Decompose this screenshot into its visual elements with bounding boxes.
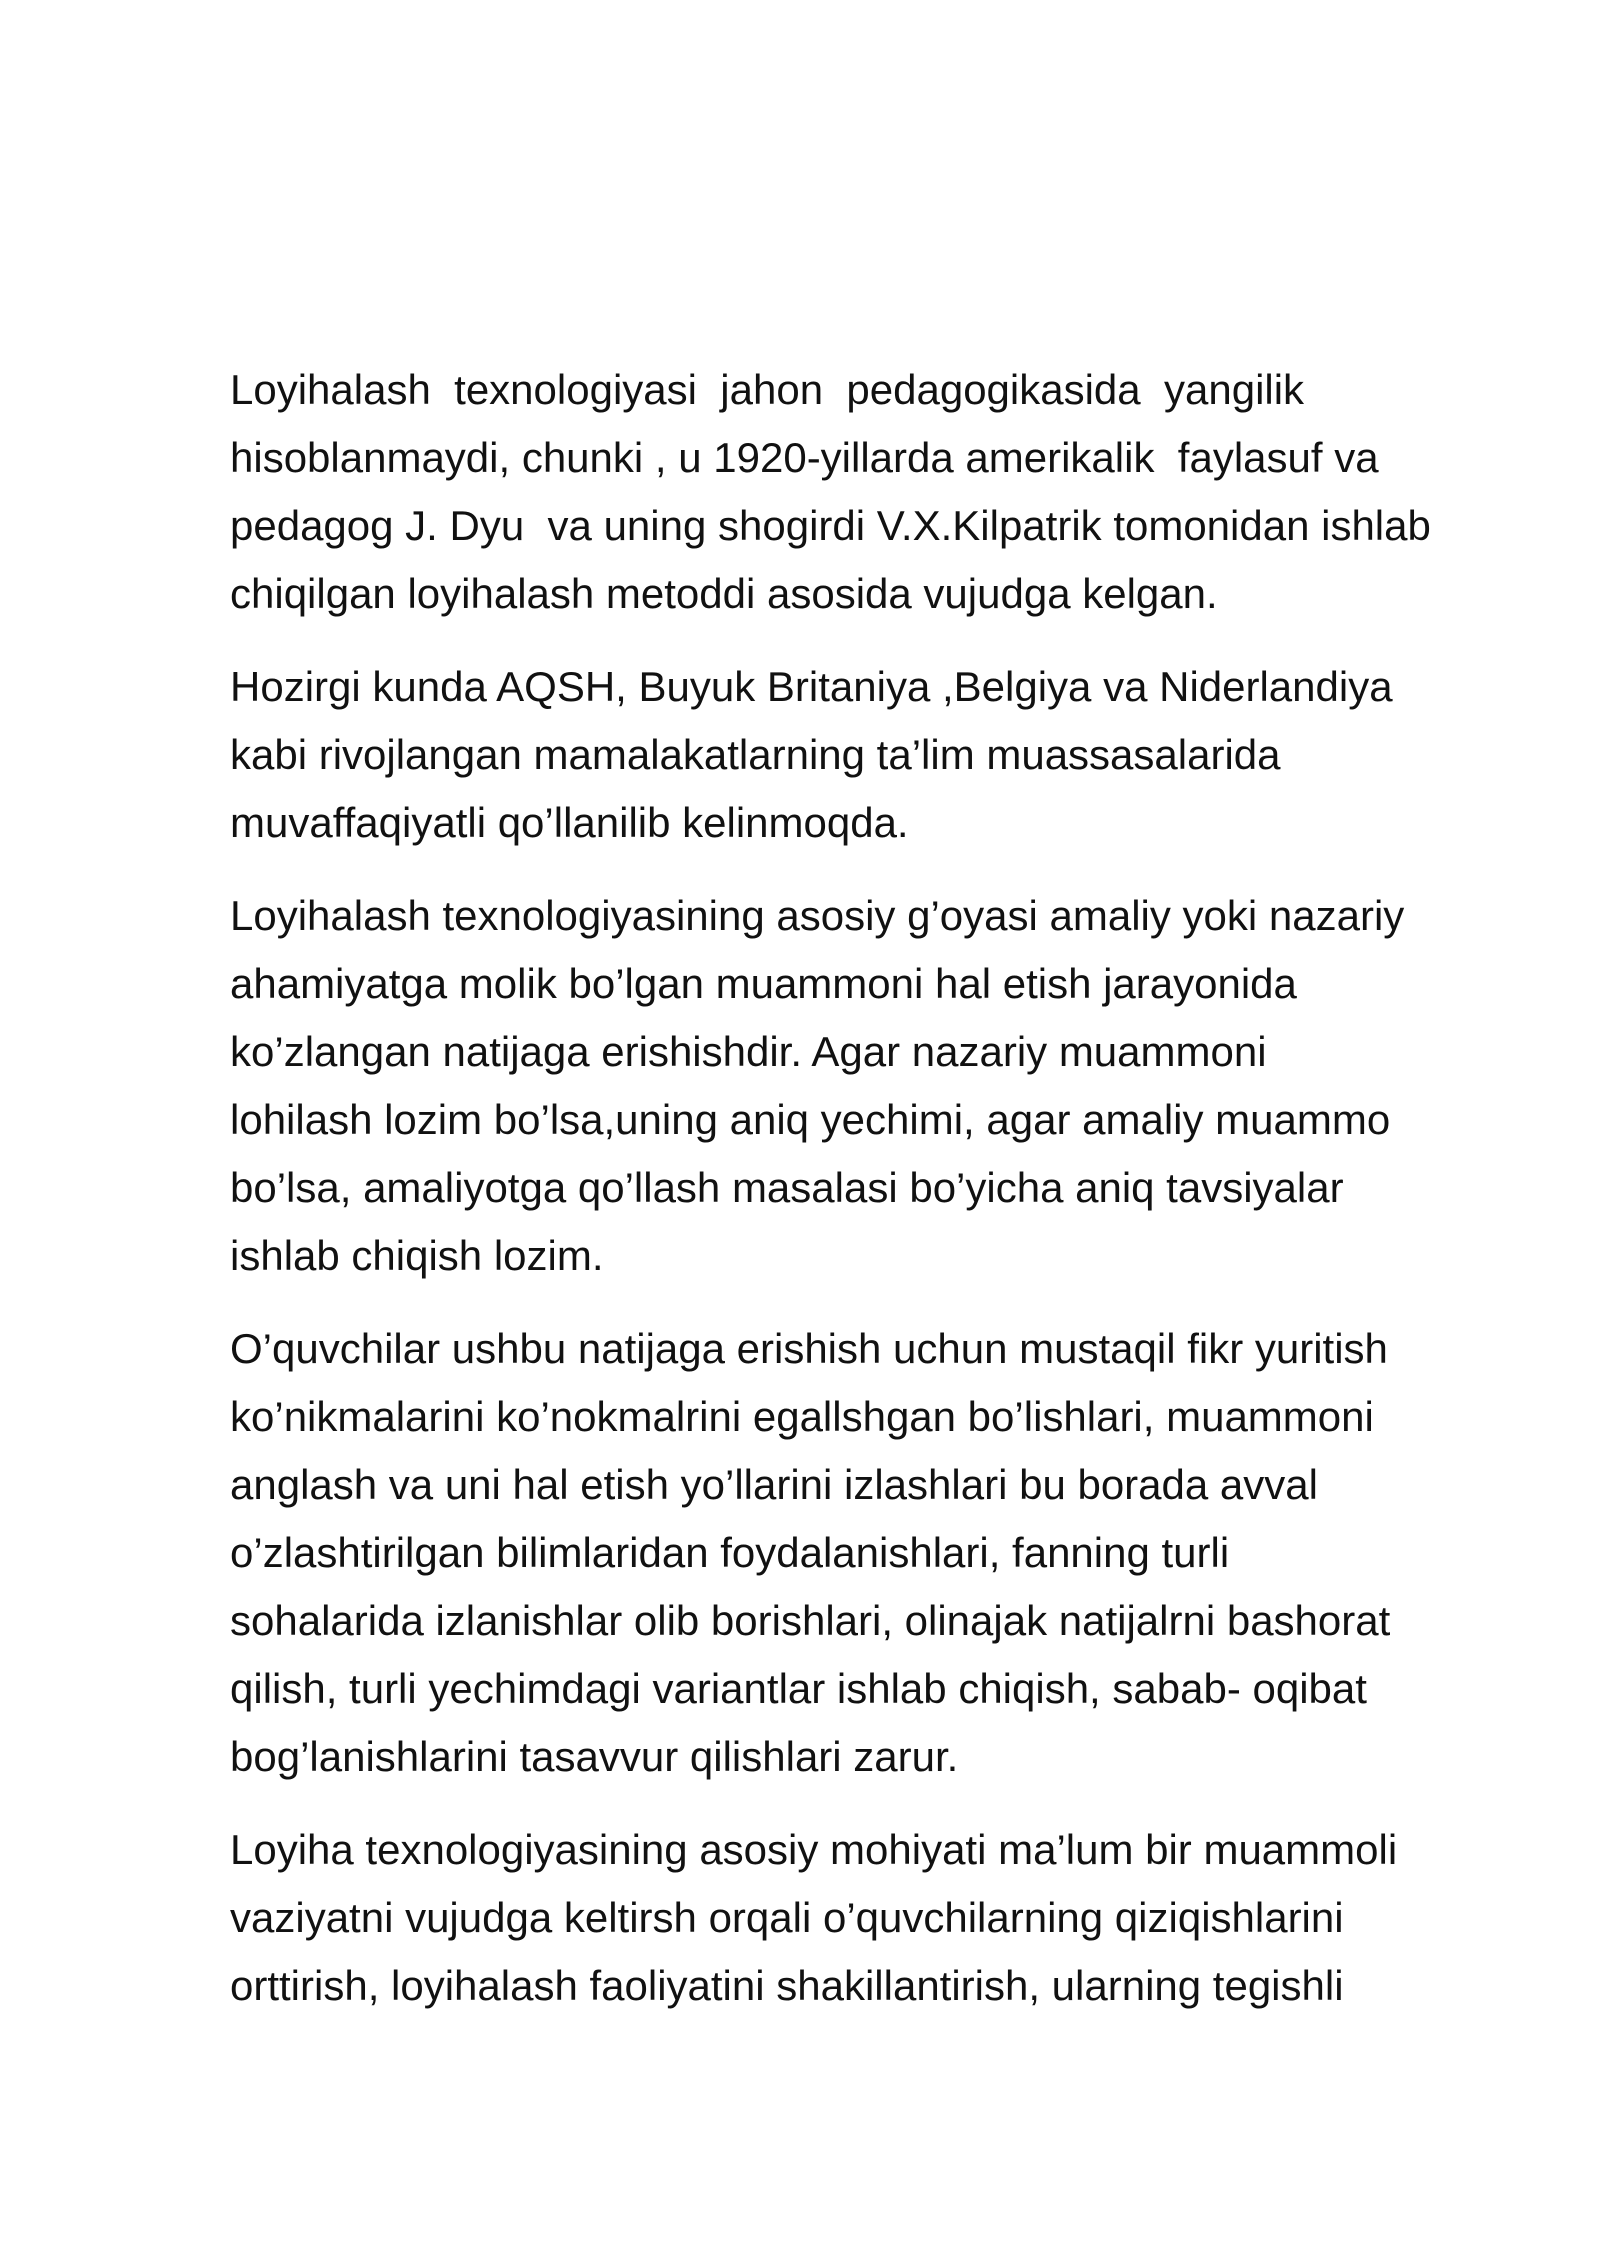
paragraph-5 <box>230 1816 1530 2020</box>
paragraph-line: bo’lsa, amaliyotga qo’llash masalasi bo’yicha aniq tavsiyalar <box>230 1164 1344 1211</box>
paragraph-line: ko’nikmalarini ko’nokmalrini egallshgan bo’lishlari, muammoni <box>230 1393 1374 1440</box>
paragraph-line: sohalarida izlanishlar olib borishlari, olinajak natijalrni bashorat <box>230 1597 1391 1644</box>
paragraph-line: Loyiha texnologiyasining asosiy mohiyati ma’lum bir muammoli <box>230 1826 1398 1873</box>
paragraph-line: Loyihalash texnologiyasi jahon pedagogikasida yangilik <box>230 366 1305 413</box>
paragraph-line: bog’lanishlarini tasavvur qilishlari zarur. <box>230 1733 959 1780</box>
paragraph-line: vaziyatni vujudga keltirsh orqali o’quvchilarning qiziqishlarini <box>230 1894 1344 1941</box>
paragraph-line: hisoblanmaydi, chunki , u 1920-yillarda amerikalik faylasuf va <box>230 434 1379 481</box>
paragraph-line: chiqilgan loyihalash metoddi asosida vujudga kelgan. <box>230 570 1218 617</box>
paragraph-line: o’zlashtirilgan bilimlaridan foydalanishlari, fanning turli <box>230 1529 1230 1576</box>
paragraph-1 <box>230 356 1530 628</box>
paragraph-line: orttirish, loyihalash faoliyatini shakillantirish, ularning tegishli <box>230 1962 1344 2009</box>
paragraph-line: muvaffaqiyatli qo’llanilib kelinmoqda. <box>230 799 909 846</box>
paragraph-line: Hozirgi kunda AQSH, Buyuk Britaniya ,Belgiya va Niderlandiya <box>230 663 1393 710</box>
paragraph-line: kabi rivojlangan mamalakatlarning ta’lim muassasalarida <box>230 731 1281 778</box>
paragraph-line: O’quvchilar ushbu natijaga erishish uchun mustaqil fikr yuritish <box>230 1325 1388 1372</box>
paragraph-line: Loyihalash texnologiyasining asosiy g’oyasi amaliy yoki nazariy <box>230 892 1405 939</box>
paragraph-line: lohilash lozim bo’lsa,uning aniq yechimi, agar amaliy muammo <box>230 1096 1391 1143</box>
paragraph-line: ishlab chiqish lozim. <box>230 1232 604 1279</box>
paragraph-line: anglash va uni hal etish yo’llarini izlashlari bu borada avval <box>230 1461 1318 1508</box>
paragraph-3 <box>230 882 1530 1290</box>
paragraph-2 <box>230 653 1530 857</box>
document-body <box>230 356 1530 2045</box>
paragraph-line: pedagog J. Dyu va uning shogirdi V.X.Kilpatrik tomonidan ishlab <box>230 502 1431 549</box>
paragraph-line: qilish, turli yechimdagi variantlar ishlab chiqish, sabab- oqibat <box>230 1665 1367 1712</box>
paragraph-line: ko’zlangan natijaga erishishdir. Agar nazariy muammoni <box>230 1028 1267 1075</box>
paragraph-4 <box>230 1315 1530 1791</box>
paragraph-line: ahamiyatga molik bo’lgan muammoni hal etish jarayonida <box>230 960 1297 1007</box>
